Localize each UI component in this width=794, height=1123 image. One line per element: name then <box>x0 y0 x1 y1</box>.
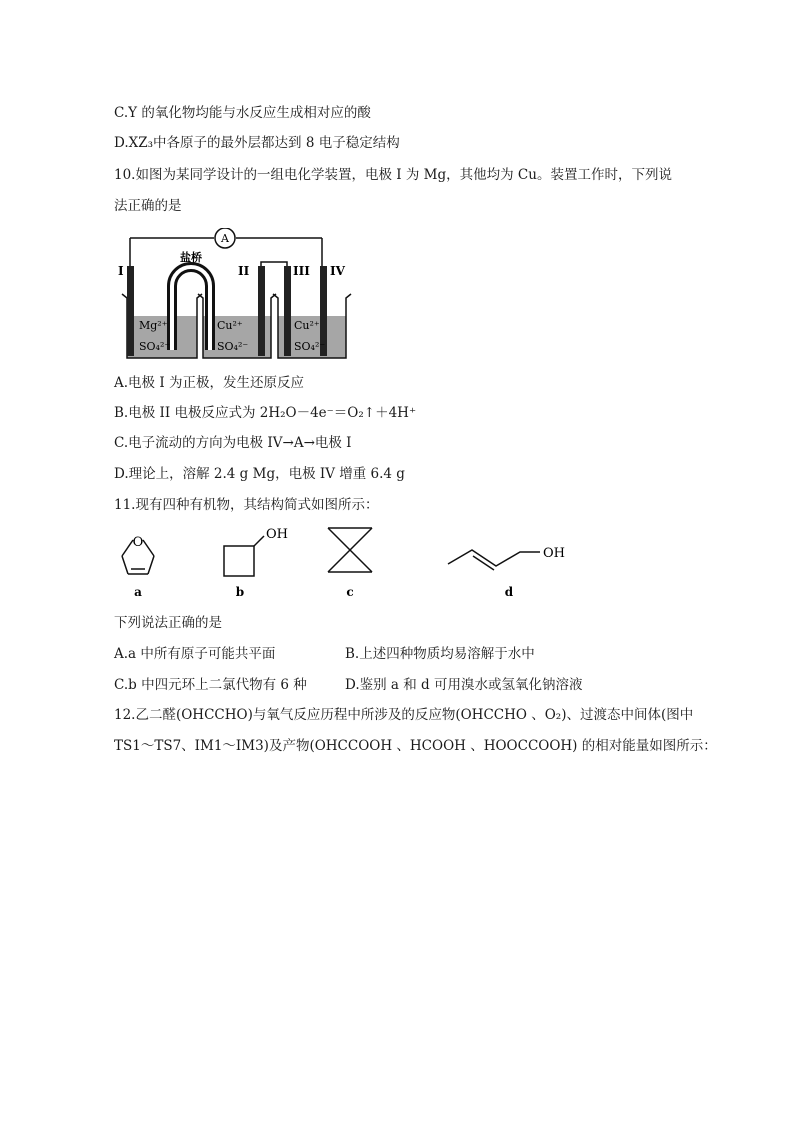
structure-d <box>448 550 540 570</box>
q11-sub-stem: 下列说法正确的是 <box>114 615 222 631</box>
electrode-label-2: II <box>238 264 250 278</box>
ammeter-label: A <box>221 232 229 245</box>
salt-bridge-label: 盐桥 <box>180 251 202 264</box>
electrode-label-1: I <box>118 264 124 278</box>
structure-c <box>328 528 372 572</box>
electrode-label-4: IV <box>330 264 345 278</box>
q12-stem-line1: 12.乙二醛(OHCCHO)与氧气反应历程中所涉及的反应物(OHCCHO 、O₂)、过渡态中间体(图中 <box>114 707 694 723</box>
electrode-2 <box>258 266 265 356</box>
q11-option-a: A.a 中所有原子可能共平面 <box>114 646 276 662</box>
structure-a-oxygen: O <box>132 535 144 550</box>
electrode-3 <box>284 266 291 356</box>
q10-option-c: C.电子流动的方向为电极 IV→A→电极 I <box>114 435 352 451</box>
electrochem-figure <box>110 228 360 364</box>
beaker3-anion: SO₄²⁻ <box>294 340 326 353</box>
q12-stem-line2: TS1～TS7、IM1～IM3)及产物(OHCCOOH 、HCOOH 、HOOCCOOH) 的相对能量如图所示： <box>114 738 717 754</box>
electrode-label-3: III <box>293 264 310 278</box>
structure-d-oh: OH <box>543 546 565 561</box>
q9-option-c: C.Y 的氧化物均能与水反应生成相对应的酸 <box>114 105 371 121</box>
q11-option-c: C.b 中四元环上二氯代物有 6 种 <box>114 677 307 693</box>
q11-option-b: B.上述四种物质均易溶解于水中 <box>345 646 535 662</box>
structure-b <box>224 536 264 576</box>
beaker1-anion: SO₄²⁻ <box>139 340 171 353</box>
beaker3-cation: Cu²⁺ <box>294 319 320 332</box>
q10-option-a: A.电极 I 为正极，发生还原反应 <box>114 375 304 391</box>
electrode-1 <box>127 266 134 356</box>
label-b: b <box>235 585 245 599</box>
q10-option-d: D.理论上，溶解 2.4 g Mg，电极 IV 增重 6.4 g <box>114 466 405 482</box>
q11-option-d: D.鉴别 a 和 d 可用溴水或氢氧化钠溶液 <box>345 677 583 693</box>
q9-option-d: D.XZ₃中各原子的最外层都达到 8 电子稳定结构 <box>114 135 400 151</box>
beaker2-anion: SO₄²⁻ <box>217 340 249 353</box>
q11-stem: 11.现有四种有机物，其结构简式如图所示： <box>114 497 379 513</box>
structure-b-oh: OH <box>266 527 288 542</box>
label-c: c <box>346 585 354 599</box>
label-d: d <box>504 585 514 599</box>
structures-figure <box>110 524 590 602</box>
q10-stem-line1: 10.如图为某同学设计的一组电化学装置，电极 I 为 Mg，其他均为 Cu。装置工作时，下列说 <box>114 167 672 183</box>
beaker1-cation: Mg²⁺ <box>139 319 168 332</box>
beaker2-cation: Cu²⁺ <box>217 319 243 332</box>
label-a: a <box>134 585 142 599</box>
q10-stem-line2: 法正确的是 <box>114 198 182 214</box>
q10-option-b: B.电极 II 电极反应式为 2H₂O－4e⁻＝O₂↑＋4H⁺ <box>114 405 417 421</box>
